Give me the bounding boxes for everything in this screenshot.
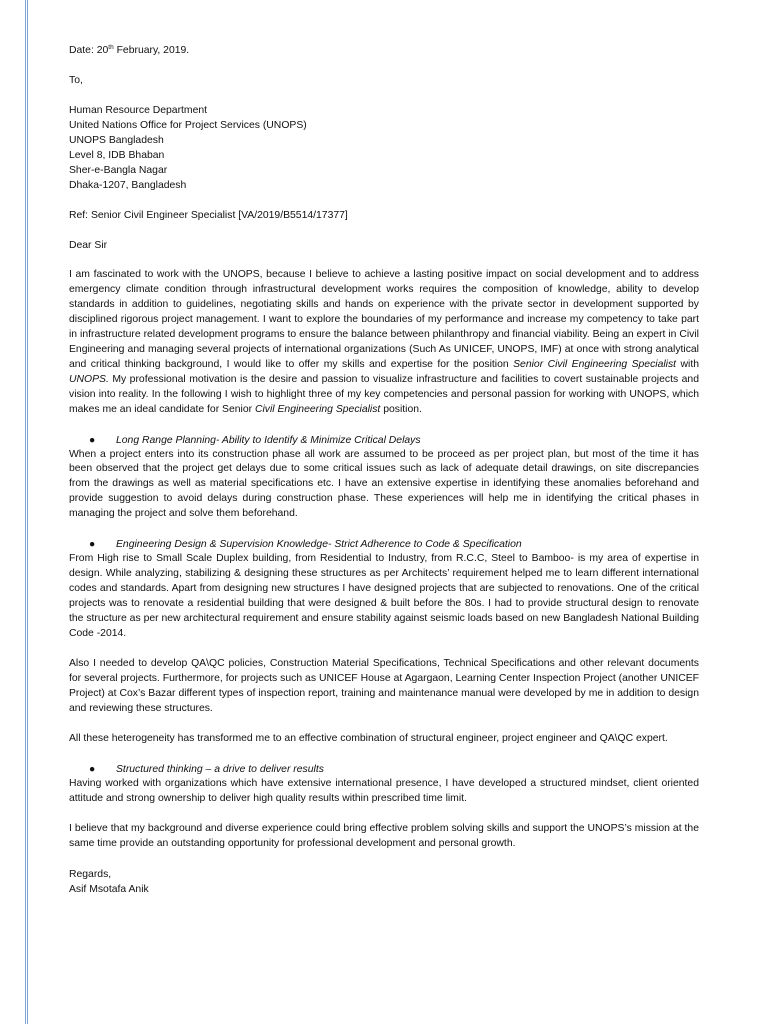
section-body-thinking: Having worked with organizations which have extensive international presence, I have developed a structured mindset, client oriented attitude and strong ownership to deliver high quality results within prescribed time limit.	[69, 777, 699, 804]
greeting: Dear Sir	[69, 240, 108, 251]
address-line: Dhaka-1207, Bangladesh	[69, 180, 187, 191]
address-line: Level 8, IDB Bhaban	[69, 150, 165, 161]
signature-name: Asif Msotafa Anik	[69, 883, 149, 895]
section-body-design-summary: All these heterogeneity has transformed me to an effective combination of structural engineer, project engineer and QA\QC expert.	[69, 732, 668, 744]
section-heading-thinking: ● Structured thinking – a drive to deliver results	[89, 763, 324, 775]
section-heading-planning: ● Long Range Planning- Ability to Identify & Minimize Critical Delays	[89, 434, 421, 446]
section-body-design-qaqc: Also I needed to develop QA\QC policies, Construction Material Specifications, Technical Specifications and other relevant documents for several projects. Furthermore, for projects such as UNICEF House at Agargaon, Learning Center Inspection Project (another UNICEF Project) at Cox’s Bazar different types of inspection report, training and maintenance manual were developed by me in addition to design and reviewing these structures.	[69, 658, 699, 714]
address-line: UNOPS Bangladesh	[69, 135, 164, 146]
address-line: Sher-e-Bangla Nagar	[69, 165, 168, 176]
section-body-design: From High rise to Small Scale Duplex building, from Residential to Industry, from R.C.C, Steel to Bamboo- is my area of expertise in design. While analyzing, stabilizing & designing these structures as per Architects’ requirement helped me to learn different international codes and standards. Apart from designing new structures I have designed projects that are subjected to renovations. One of the critical projects was to renovate a residential building that were designed & built before the 80s. I had to provide structural design to renovate the structure as per new architectural requirement and ensure stability against seismic loads based on new Bangladesh National Building Code -2014.	[69, 553, 699, 640]
date-suffix: February, 2019.	[113, 45, 190, 56]
letter-date	[69, 43, 699, 58]
intro-paragraph: I am fascinated to work with the UNOPS, because I believe to achieve a lasting positive impact on social development and to address emergency climate condition through infrastructural development works requires the composition of knowledge, ability to develop standards in addition to guidelines, negotiating skills and hands on experience with the private sector in development supported by disciplined rigorous project management. I want to explore the boundaries of my performance and increase my competency to take part in infrastructure related development programs to ensure the balance between philanthropy and financial viability. Being an expert in Civil Engineering and managing several projects of international organizations (Such As UNICEF, UNOPS, IMF) at once with strong analytical and critical thinking background, I would like to offer my skills and expertise for the position Senior Civil Engineering Specialist with UNOPS. My professional motivation is the desire and passion to visualize infrastructure and facilities to covert sustainable projects and vision into reality. In the following I wish to highlight three of my key competencies and personal passion for working with UNOPS, which makes me an ideal candidate for Senior Civil Engineering Specialist position.	[69, 269, 699, 415]
cover-letter	[69, 43, 699, 897]
bullet-icon: ●	[89, 539, 96, 551]
section-heading-design: ● Engineering Design & Supervision Knowledge- Strict Adherence to Code & Specification	[89, 539, 522, 551]
section-body-planning: When a project enters into its construction phase all work are assumed to be proceed as per project plan, but most of the time it has been observed that the project get delays due to some critical issues such as lack of adequate detail drawings, on site discrepancies from the drawings as well as material specifications etc. I have an extensive expertise in identifying these anomalies beforehand and provide suggestion to avoid delays during construction phase. These experiences will help me in identifying the critical phases in managing the project and solve them beforehand.	[69, 448, 699, 520]
address-line: Human Resource Department	[69, 105, 208, 116]
page-margin-line	[25, 0, 28, 1024]
salutation-to: To,	[69, 75, 83, 86]
closing-paragraph: I believe that my background and diverse experience could bring effective problem solving skills and support the UNOPS’s mission at the same time provide an outstanding opportunity for professional development and personal growth.	[69, 822, 699, 849]
reference-line: Ref: Senior Civil Engineer Specialist [VA/2019/B5514/17377]	[69, 210, 348, 221]
signoff: Regards,	[69, 868, 112, 880]
recipient-address	[69, 103, 699, 193]
date-ordinal: th	[108, 44, 114, 51]
date-prefix: Date: 20	[69, 45, 109, 56]
address-line: United Nations Office for Project Services (UNOPS)	[69, 120, 307, 131]
bullet-icon: ●	[89, 434, 96, 446]
bullet-icon: ●	[89, 763, 96, 775]
